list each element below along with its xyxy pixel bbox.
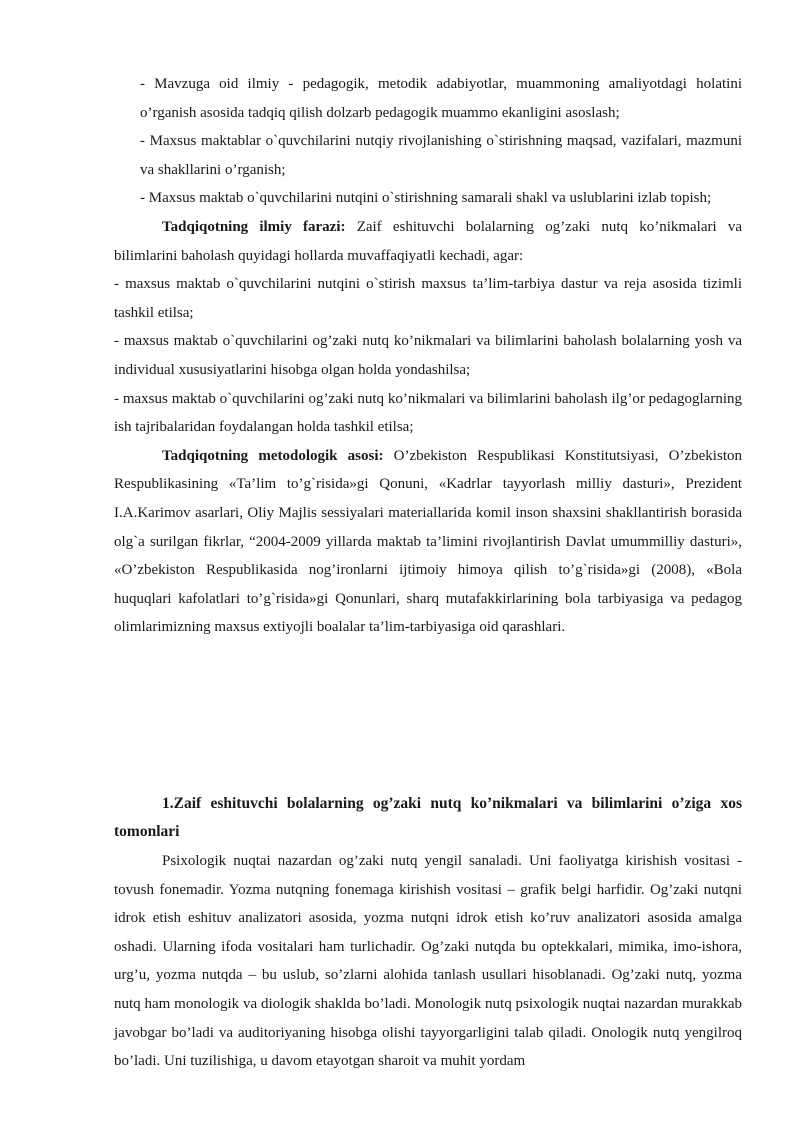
hypothesis-text: Zaif eshituvchi bolalarning og’zaki nutq ko’nikmalari va bilimlarini baholash quyidagi hollarda muvaffaqiyatli kechadi, agar:	[114, 218, 743, 264]
chapter-body-paragraph: Psixologik nuqtai nazardan og’zaki nutq yengil sanaladi. Uni faoliyatga kirishish vositasi - tovush fonemadir. Yozma nutqning fonemaga kirishish vositasi – grafik belgi harfidir. Og’zaki nutqni idrok etish eshituv analizatori asosida, yozma nutqni idrok etish ko’ruv analizatori asosida amalga oshadi. Ularning ifoda vositalari ham turlichadir. Og’zaki nutqda bu optekkalari, mimika, imo-ishora, urg’u, yozma nutqda – bu uslub, so’zlarni alohida tanlash usullari hisoblanadi. Og’zaki nutq, yozma nutq ham monologik va diologik shaklda bo’ladi. Monologik nutq psixologik nuqtai nazardan murakkab javobgar bo’ladi va auditoriyaning hisobga olishi tayyorgarligini talab qiladi. Onologik nutq yengilroq bo’ladi. Uni tuzilishiga, u davom etayotgan sharoit va muhit yordam	[114, 853, 742, 1070]
objective-item-1: - Mavzuga oid ilmiy - pedagogik, metodik adabiyotlar, muammoning amaliyotdagi holatini o’rganish asosida tadqiq qilish dolzarb pedagogik muammo ekanligini asoslash;	[140, 76, 742, 121]
condition-item-3: - maxsus maktab o`quvchilarini og’zaki nutq ko’nikmalari va bilimlarini baholash ilg’or pedagoglarning ish tajribalaridan foydalangan holda tashkil etilsa;	[114, 390, 742, 436]
objective-item-3: - Maxsus maktab o`quvchilarini nutqini o`stirishning samarali shakl va uslublarini izlab topish;	[140, 190, 712, 207]
section-spacer	[114, 642, 742, 790]
condition-item-2: - maxsus maktab o`quvchilarini og’zaki nutq ko’nikmalari va bilimlarini baholash bolalarning yosh va individual xususiyatlarini hisobga olgan holda yondashilsa;	[114, 333, 742, 378]
condition-item-1: - maxsus maktab o`quvchilarini nutqini o`stirish maxsus ta’lim-tarbiya dastur va reja asosida tizimli tashkil etilsa;	[114, 276, 742, 321]
chapter-heading: 1.Zaif eshituvchi bolalarning og’zaki nutq ko’nikmalari va bilimlarini o’ziga xos tomonlari	[114, 794, 742, 841]
document-page	[114, 70, 742, 1076]
hypothesis-label: Tadqiqotning ilmiy farazi:	[162, 218, 346, 235]
methodology-text: O’zbekiston Respublikasi Konstitutsiyasi, O’zbekiston Respublikasining «Ta’lim to’g`risida»gi Qonuni, «Kadrlar tayyorlash milliy dasturi», Prezident I.A.Karimov asarlari, Oliy Majlis sessiyalari materiallarida komil inson shaxsini shakllantirish borasida olg`a surilgan fikrlar, “2004-2009 yillarda maktab ta’limini rivojlantirish Davlat umummilliy dasturi», «O’zbekiston Respublikasida nog’ironlarni ijtimoiy himoya qilish to’g`risida»gi (2008), «Bola huquqlari kafolatlari to’g`risida»gi Qonunlari, sharq mutafakkirlarining bola tarbiyasiga va pedagog olimlarimizning maxsus extiyojli boalalar ta’lim-tarbiyasiga oid qarashlari.	[114, 447, 742, 636]
methodology-label: Tadqiqotning metodologik asosi:	[162, 447, 384, 464]
hypothesis-paragraph	[114, 213, 742, 270]
objective-item-2: - Maxsus maktablar o`quvchilarini nutqiy rivojlanishing o`stirishning maqsad, vazifalari, mazmuni va shakllarini o’rganish;	[140, 133, 742, 178]
methodology-paragraph	[114, 442, 742, 642]
